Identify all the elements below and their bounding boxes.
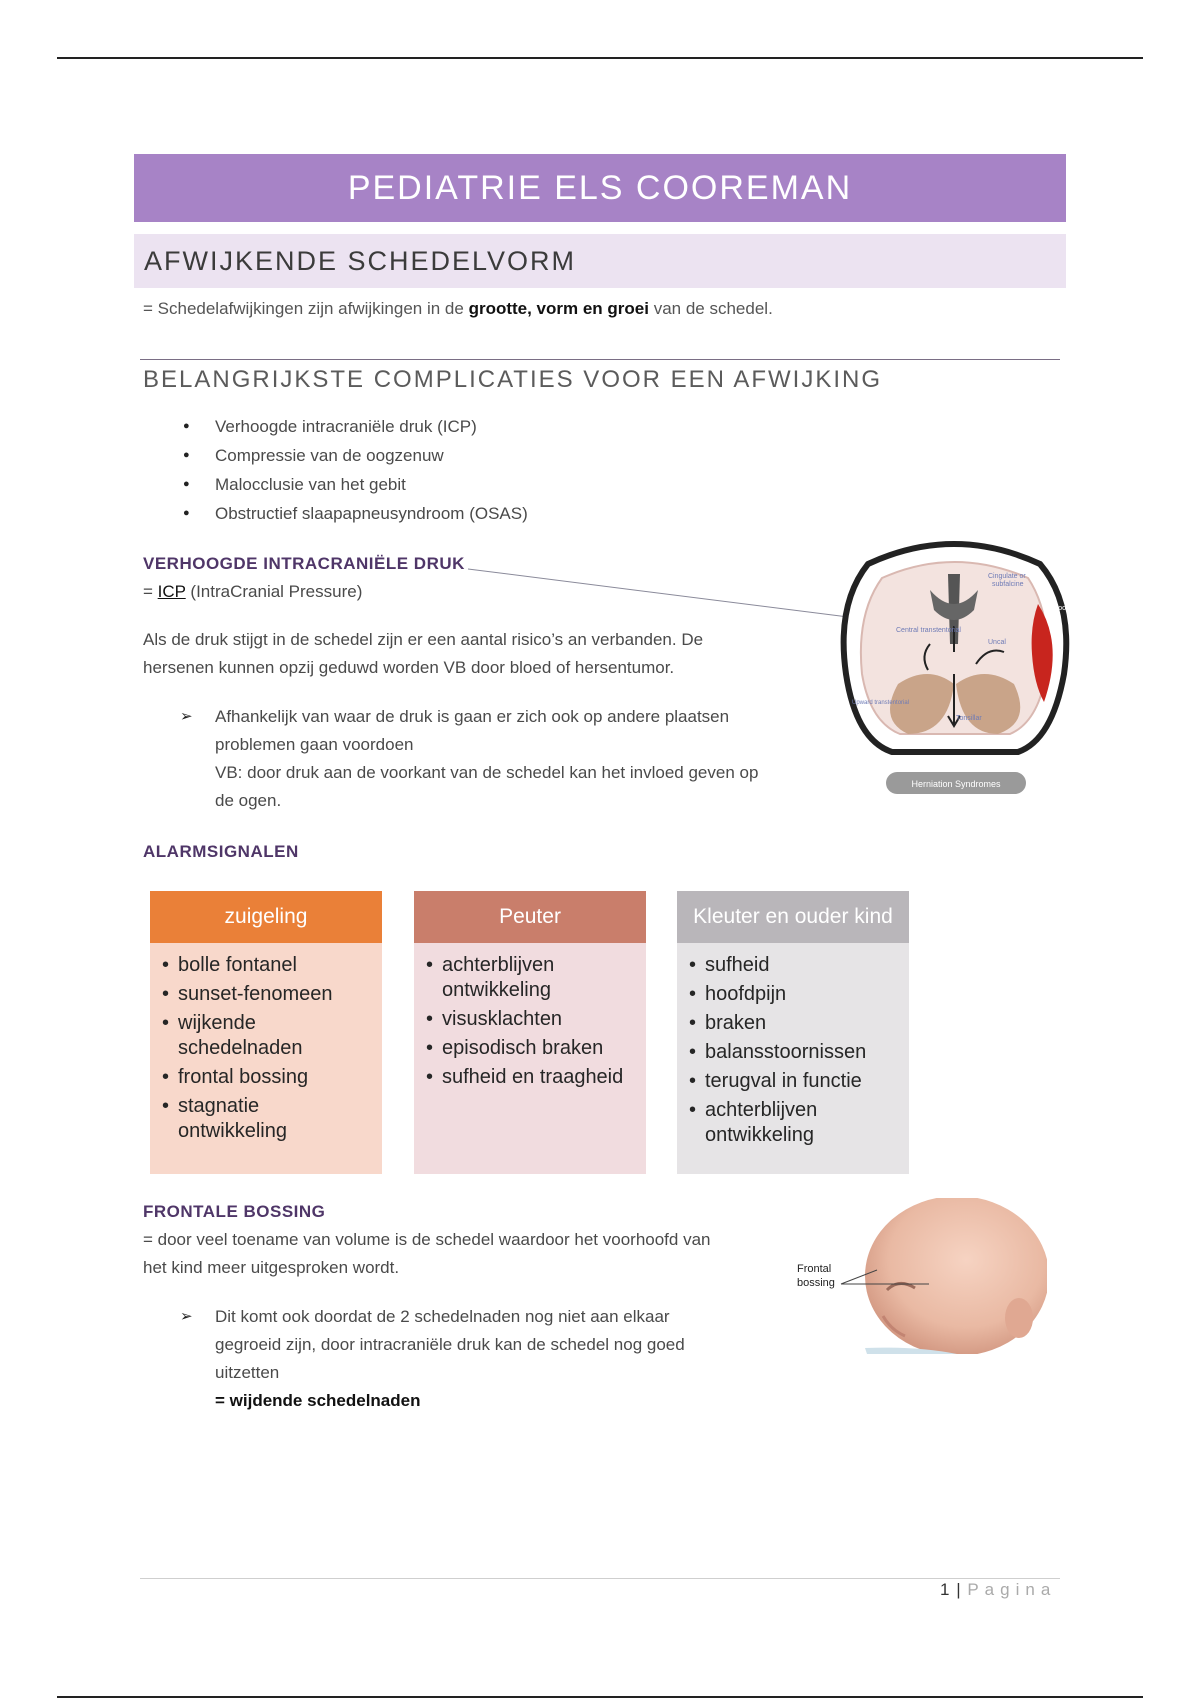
- icp-heading: VERHOOGDE INTRACRANIËLE DRUK: [143, 554, 465, 573]
- icp-arrow-line: problemen gaan voordoen: [215, 735, 414, 754]
- list-item: • achterblijven ontwikkeling: [426, 953, 636, 1003]
- list-item: • balansstoornissen: [689, 1040, 899, 1065]
- list-item: • episodisch braken: [426, 1036, 636, 1061]
- alarm-column-zuigeling: [150, 891, 382, 1174]
- bossing-arrow-item: [180, 1303, 685, 1415]
- label-blood: Blood: [1052, 605, 1070, 612]
- list-item: ● Compressie van de oogzenuw: [183, 441, 528, 470]
- bossing-heading: FRONTALE BOSSING: [143, 1202, 326, 1221]
- figure-label: Frontal: [797, 1263, 832, 1275]
- page-title: PEDIATRIE ELS COOREMAN: [134, 154, 1066, 222]
- list-item: • sunset-fenomeen: [162, 982, 372, 1007]
- list-item: ● Malocclusie van het gebit: [183, 470, 528, 499]
- bossing-bold-term: wijdende schedelnaden: [229, 1391, 421, 1410]
- page-number-value: 1: [940, 1580, 951, 1599]
- list-item: • terugval in functie: [689, 1069, 899, 1094]
- intro-bold: grootte, vorm en groei: [468, 299, 649, 318]
- page-word: Pagina: [967, 1580, 1057, 1599]
- page-number: [940, 1580, 1056, 1600]
- list-item: • hoofdpijn: [689, 982, 899, 1007]
- list-item: • bolle fontanel: [162, 953, 372, 978]
- complications-heading: BELANGRIJKSTE COMPLICATIES VOOR EEN AFWIJKING: [143, 366, 883, 393]
- list-item: • stagnatie ontwikkeling: [162, 1094, 372, 1144]
- column-header: Kleuter en ouder kind: [677, 891, 909, 943]
- alarm-column-kleuter: [677, 891, 909, 1174]
- label-tonsillar: Tonsillar: [956, 715, 982, 722]
- list-item: • wijkende schedelnaden: [162, 1011, 372, 1061]
- icp-para-line: Als de druk stijgt in de schedel zijn er een aantal risico’s an verbanden. De: [143, 630, 704, 649]
- icp-arrow-line: Afhankelijk van waar de druk is gaan er zich ook op andere plaatsen: [215, 707, 730, 726]
- list-item: • frontal bossing: [162, 1065, 372, 1090]
- bossing-para-line: = door veel toename van volume is de schedel waardoor het voorhoofd van: [143, 1230, 711, 1249]
- label-upward: Upward transtentorial: [852, 700, 910, 706]
- list-item: • braken: [689, 1011, 899, 1036]
- bossing-arrow-line: uitzetten: [215, 1363, 280, 1382]
- icp-def-suffix: (IntraCranial Pressure): [185, 582, 363, 601]
- alarm-columns: [143, 885, 913, 1175]
- bossing-arrow-line: Dit komt ook doordat de 2 schedelnaden nog niet aan elkaar: [215, 1307, 670, 1326]
- arrow-bullet-icon: ➢: [180, 1308, 193, 1325]
- alarm-column-peuter: [414, 891, 646, 1174]
- list-item: • achterblijven ontwikkeling: [689, 1098, 899, 1148]
- bossing-bold-prefix: =: [215, 1391, 230, 1410]
- icp-def-prefix: =: [143, 582, 158, 601]
- frontal-bossing-figure: [787, 1198, 1047, 1354]
- column-header: zuigeling: [150, 891, 382, 943]
- icp-arrow-line: VB: door druk aan de voorkant van de schedel kan het invloed geven op: [215, 763, 759, 782]
- bossing-para-line: het kind meer uitgesproken wordt.: [143, 1258, 400, 1277]
- brain-herniation-figure: [838, 534, 1070, 798]
- list-item: • sufheid: [689, 953, 899, 978]
- section-title: AFWIJKENDE SCHEDELVORM: [134, 234, 1066, 288]
- list-item: • sufheid en traagheid: [426, 1065, 636, 1090]
- list-item: ● Verhoogde intracraniële druk (ICP): [183, 412, 528, 441]
- bossing-arrow-line: gegroeid zijn, door intracraniële druk kan de schedel nog goed: [215, 1335, 685, 1354]
- footer-rule: [140, 1578, 1060, 1579]
- figure-caption: Herniation Syndromes: [911, 779, 1001, 789]
- figure-label: bossing: [797, 1277, 835, 1289]
- label-uncal: Uncal: [988, 639, 1006, 646]
- list-item: ● Obstructief slaapapneusyndroom (OSAS): [183, 499, 528, 528]
- alarm-heading: ALARMSIGNALEN: [143, 842, 299, 861]
- label-central: Central transtentorial: [896, 627, 961, 634]
- arrow-bullet-icon: ➢: [180, 708, 193, 725]
- intro-suffix: van de schedel.: [648, 299, 773, 318]
- column-header: Peuter: [414, 891, 646, 943]
- bossing-paragraph: [143, 1226, 711, 1282]
- intro-prefix: = Schedelafwijkingen zijn afwijkingen in de: [143, 299, 469, 318]
- icp-arrow-line: de ogen.: [215, 791, 282, 810]
- icp-abbreviation: ICP: [157, 582, 186, 601]
- list-item: • visusklachten: [426, 1007, 636, 1032]
- page-number-separator: |: [950, 1580, 968, 1599]
- label-cingulate: Cingulate or: [988, 573, 1026, 580]
- label-subfalcine: subfalcine: [992, 581, 1024, 588]
- icp-para-line: hersenen kunnen opzij geduwd worden VB door bloed of hersentumor.: [143, 658, 675, 677]
- page-bottom-rule: [57, 1696, 1143, 1698]
